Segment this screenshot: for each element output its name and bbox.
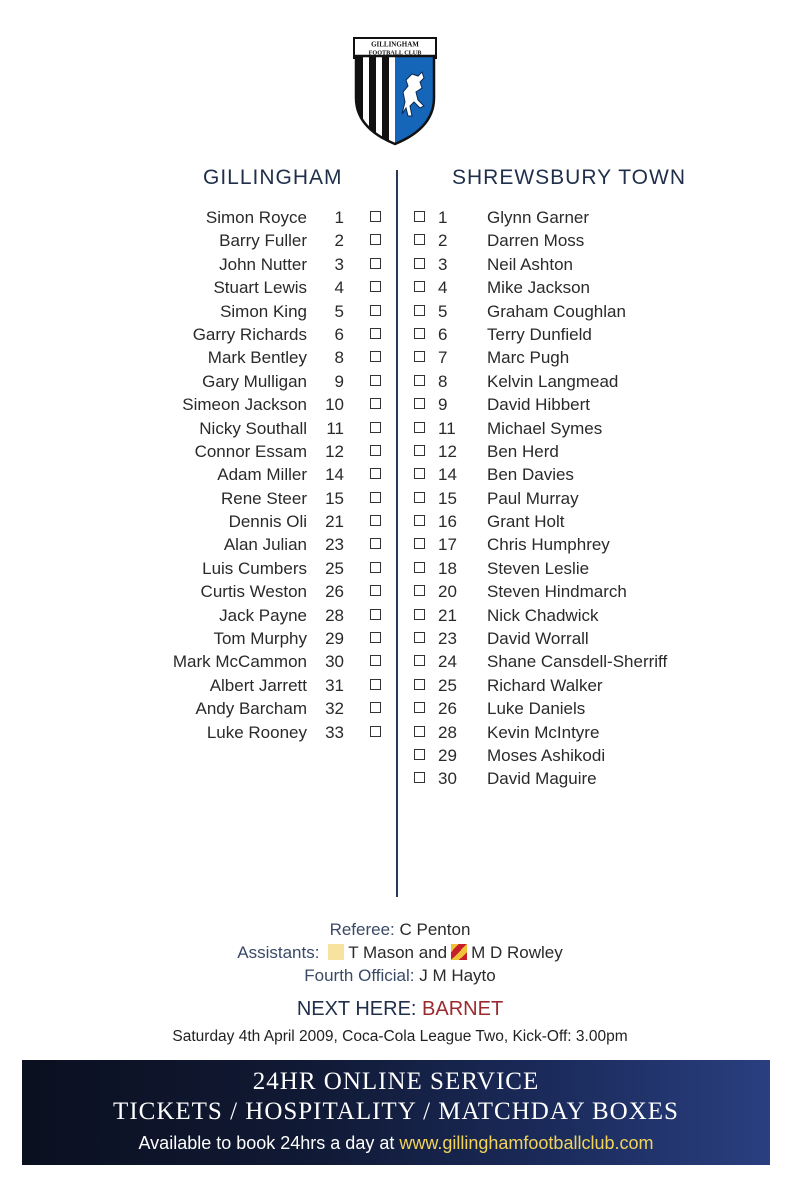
away-player-number: 5: [438, 301, 448, 321]
away-player-name: David Worrall: [487, 629, 589, 649]
away-player-list: [410, 206, 710, 791]
away-player-row: [410, 533, 710, 556]
home-player-number: 8: [334, 348, 344, 368]
away-player-checkbox[interactable]: [414, 281, 425, 292]
home-player-checkbox[interactable]: [370, 632, 381, 643]
referee-label: Referee:: [329, 920, 395, 939]
away-player-name: Steven Hindmarch: [487, 582, 627, 602]
home-player-checkbox[interactable]: [370, 655, 381, 666]
away-player-checkbox[interactable]: [414, 258, 425, 269]
banner-line-2: TICKETS / HOSPITALITY / MATCHDAY BOXES: [113, 1098, 679, 1125]
away-player-name: Michael Symes: [487, 418, 603, 438]
home-player-number: 30: [325, 652, 344, 672]
away-player-name: Chris Humphrey: [487, 535, 610, 555]
home-player-row: [120, 463, 400, 486]
home-player-number: 29: [325, 629, 344, 649]
home-player-name: Adam Miller: [217, 465, 307, 485]
club-website-link[interactable]: www.gillinghamfootballclub.com: [399, 1133, 654, 1153]
home-player-number: 33: [325, 722, 344, 742]
away-player-name: Paul Murray: [487, 488, 579, 508]
home-player-name: Luis Cumbers: [202, 558, 307, 578]
home-player-name: Rene Steer: [221, 488, 307, 508]
away-player-number: 6: [438, 324, 448, 344]
away-player-name: Ben Herd: [487, 441, 559, 461]
away-player-number: 26: [438, 699, 457, 719]
home-player-row: [120, 370, 400, 393]
away-player-name: David Hibbert: [487, 395, 590, 415]
home-player-row: [120, 580, 400, 603]
home-player-row: [120, 417, 400, 440]
home-player-checkbox[interactable]: [370, 515, 381, 526]
home-player-number: 26: [325, 582, 344, 602]
away-player-row: [410, 463, 710, 486]
home-player-number: 31: [325, 675, 344, 695]
home-player-checkbox[interactable]: [370, 726, 381, 737]
away-player-row: [410, 417, 710, 440]
home-player-row: [120, 346, 400, 369]
assistant-1-name: T Mason: [348, 943, 415, 962]
home-player-name: Connor Essam: [194, 441, 307, 461]
away-player-row: [410, 206, 710, 229]
away-player-name: Terry Dunfield: [487, 324, 592, 344]
home-player-row: [120, 300, 400, 323]
home-player-number: 32: [325, 699, 344, 719]
assistants-line: [0, 943, 800, 963]
away-player-number: 8: [438, 371, 448, 391]
fourth-official-label: Fourth Official:: [304, 966, 415, 985]
home-player-row: [120, 721, 400, 744]
red-yellow-flag-icon: [451, 944, 467, 960]
home-player-name: Alan Julian: [223, 535, 307, 555]
away-player-number: 3: [438, 254, 448, 274]
home-player-number: 2: [334, 231, 344, 251]
away-player-number: 21: [438, 605, 457, 625]
home-player-name: Dennis Oli: [228, 512, 307, 532]
away-player-name: Nick Chadwick: [487, 605, 599, 625]
home-player-name: Simon Royce: [205, 208, 307, 227]
home-player-row: [120, 276, 400, 299]
banner-line-3: [22, 1133, 770, 1154]
next-match-opponent: BARNET: [422, 998, 504, 1020]
away-player-name: Kevin McIntyre: [487, 722, 600, 742]
home-player-name: Garry Richards: [192, 324, 307, 344]
away-player-number: 1: [438, 208, 448, 227]
home-player-name: Gary Mulligan: [202, 371, 307, 391]
away-player-number: 12: [438, 441, 457, 461]
home-player-name: Jack Payne: [219, 605, 307, 625]
away-player-row: [410, 650, 710, 673]
home-player-checkbox[interactable]: [370, 702, 381, 713]
home-player-checkbox[interactable]: [370, 398, 381, 409]
away-player-row: [410, 627, 710, 650]
fourth-official-name: J M Hayto: [419, 966, 496, 985]
home-team-title: GILLINGHAM: [203, 166, 343, 189]
banner-line-1: 24HR ONLINE SERVICE: [252, 1068, 540, 1095]
away-player-name: Mike Jackson: [487, 278, 590, 298]
away-player-number: 30: [438, 769, 457, 789]
away-player-checkbox[interactable]: [414, 679, 425, 690]
home-player-name: Mark McCammon: [172, 652, 307, 672]
away-player-row: [410, 276, 710, 299]
home-player-row: [120, 533, 400, 556]
next-match-label: NEXT HERE:: [296, 998, 417, 1020]
away-player-checkbox[interactable]: [414, 655, 425, 666]
home-player-checkbox[interactable]: [370, 375, 381, 386]
away-player-row: [410, 580, 710, 603]
away-player-checkbox[interactable]: [414, 211, 425, 222]
home-player-checkbox[interactable]: [370, 585, 381, 596]
away-player-row: [410, 323, 710, 346]
home-player-name: Tom Murphy: [213, 629, 307, 649]
away-player-number: 17: [438, 535, 457, 555]
away-player-row: [410, 440, 710, 463]
away-player-checkbox[interactable]: [414, 305, 425, 316]
home-player-row: [120, 393, 400, 416]
home-player-number: 14: [325, 465, 344, 485]
away-player-checkbox[interactable]: [414, 468, 425, 479]
next-match-details: Saturday 4th April 2009, Coca-Cola League Two, Kick-Off: 3.00pm: [172, 1028, 628, 1045]
home-player-number: 11: [326, 418, 344, 438]
home-player-checkbox[interactable]: [370, 234, 381, 245]
away-player-number: 24: [438, 652, 457, 672]
home-player-row: [120, 650, 400, 673]
home-player-checkbox[interactable]: [370, 328, 381, 339]
next-match-line: [0, 998, 800, 1021]
home-player-number: 21: [325, 512, 344, 532]
home-player-row: [120, 229, 400, 252]
away-player-number: 7: [438, 348, 448, 368]
away-player-name: Graham Coughlan: [487, 301, 626, 321]
away-player-number: 16: [438, 512, 457, 532]
home-player-number: 10: [325, 395, 344, 415]
away-player-checkbox[interactable]: [414, 585, 425, 596]
home-player-row: [120, 487, 400, 510]
away-team-title: SHREWSBURY TOWN: [452, 166, 686, 189]
assistant-2-name: M D Rowley: [471, 943, 563, 962]
away-player-row: [410, 674, 710, 697]
home-player-number: 23: [325, 535, 344, 555]
away-player-checkbox[interactable]: [414, 422, 425, 433]
referee-line: [0, 920, 800, 940]
away-player-name: Grant Holt: [487, 512, 565, 532]
away-player-checkbox[interactable]: [414, 609, 425, 620]
home-player-row: [120, 206, 400, 229]
home-player-number: 5: [334, 301, 344, 321]
away-player-checkbox[interactable]: [414, 562, 425, 573]
referee-name: C Penton: [399, 920, 471, 939]
away-player-name: Richard Walker: [487, 675, 603, 695]
home-player-name: Barry Fuller: [219, 231, 307, 251]
home-player-name: Simon King: [220, 301, 307, 321]
away-player-name: Luke Daniels: [487, 699, 586, 719]
away-player-number: 28: [438, 722, 457, 742]
away-player-name: David Maguire: [487, 769, 597, 789]
fourth-official-line: [0, 966, 800, 986]
away-player-number: 9: [438, 395, 448, 415]
away-player-name: Shane Cansdell-Sherriff: [487, 652, 668, 672]
home-player-row: [120, 674, 400, 697]
away-player-name: Marc Pugh: [487, 348, 570, 368]
away-player-number: 20: [438, 582, 457, 602]
away-player-row: [410, 510, 710, 533]
away-player-checkbox[interactable]: [414, 632, 425, 643]
away-player-name: Steven Leslie: [487, 558, 590, 578]
home-player-row: [120, 627, 400, 650]
home-player-row: [120, 604, 400, 627]
away-player-row: [410, 370, 710, 393]
away-player-checkbox[interactable]: [414, 772, 425, 783]
away-player-row: [410, 300, 710, 323]
away-player-name: Kelvin Langmead: [487, 371, 619, 391]
away-player-checkbox[interactable]: [414, 515, 425, 526]
away-player-row: [410, 697, 710, 720]
away-player-name: Moses Ashikodi: [487, 745, 606, 765]
away-player-checkbox[interactable]: [414, 492, 425, 503]
away-player-row: [410, 557, 710, 580]
away-player-checkbox[interactable]: [414, 351, 425, 362]
away-player-number: 4: [438, 278, 448, 298]
home-player-number: 28: [325, 605, 344, 625]
home-player-checkbox[interactable]: [370, 492, 381, 503]
away-player-name: Neil Ashton: [487, 254, 573, 274]
yellow-flag-icon: [328, 944, 344, 960]
assistants-label: Assistants:: [237, 943, 320, 962]
away-player-checkbox[interactable]: [414, 749, 425, 760]
away-player-row: [410, 229, 710, 252]
club-crest-logo: [352, 36, 438, 146]
and-text: and: [418, 943, 448, 962]
home-player-checkbox[interactable]: [370, 258, 381, 269]
away-player-row: [410, 393, 710, 416]
home-player-number: 6: [334, 324, 344, 344]
away-player-row: [410, 253, 710, 276]
away-player-number: 15: [438, 488, 457, 508]
away-player-checkbox[interactable]: [414, 328, 425, 339]
away-player-checkbox[interactable]: [414, 702, 425, 713]
away-player-row: [410, 604, 710, 627]
away-player-checkbox[interactable]: [414, 398, 425, 409]
home-player-row: [120, 323, 400, 346]
banner-line-3-text: Available to book 24hrs a day at: [138, 1133, 395, 1153]
away-player-row: [410, 721, 710, 744]
home-player-checkbox[interactable]: [370, 468, 381, 479]
away-player-row: [410, 487, 710, 510]
away-player-checkbox[interactable]: [414, 234, 425, 245]
home-player-name: Albert Jarrett: [209, 675, 307, 695]
crest-text-line2: FOOTBALL CLUB: [368, 49, 422, 57]
home-player-number: 12: [325, 441, 344, 461]
away-player-row: [410, 744, 710, 767]
away-player-name: Glynn Garner: [487, 208, 590, 227]
home-player-name: Luke Rooney: [206, 722, 307, 742]
home-player-checkbox[interactable]: [370, 305, 381, 316]
home-player-row: [120, 697, 400, 720]
home-player-name: Andy Barcham: [195, 699, 307, 719]
home-player-row: [120, 253, 400, 276]
online-service-banner: [22, 1060, 770, 1165]
home-player-checkbox[interactable]: [370, 538, 381, 549]
away-player-checkbox[interactable]: [414, 445, 425, 456]
away-player-name: Darren Moss: [487, 231, 585, 251]
home-player-name: Simeon Jackson: [182, 395, 307, 415]
home-player-number: 15: [325, 488, 344, 508]
home-player-checkbox[interactable]: [370, 562, 381, 573]
away-player-number: 14: [438, 465, 457, 485]
home-player-checkbox[interactable]: [370, 351, 381, 362]
crest-text-line1: GILLINGHAM: [371, 40, 419, 49]
away-player-number: 18: [438, 558, 457, 578]
away-player-row: [410, 346, 710, 369]
away-player-number: 25: [438, 675, 457, 695]
home-player-checkbox[interactable]: [370, 422, 381, 433]
home-player-checkbox[interactable]: [370, 609, 381, 620]
away-player-number: 11: [438, 418, 456, 438]
home-player-checkbox[interactable]: [370, 445, 381, 456]
home-player-checkbox[interactable]: [370, 211, 381, 222]
home-player-number: 1: [334, 208, 344, 227]
home-player-checkbox[interactable]: [370, 679, 381, 690]
home-player-row: [120, 440, 400, 463]
home-player-number: 25: [325, 558, 344, 578]
away-player-checkbox[interactable]: [414, 375, 425, 386]
home-player-name: Stuart Lewis: [213, 278, 307, 298]
away-player-name: Ben Davies: [487, 465, 574, 485]
home-player-list: [120, 206, 400, 744]
home-player-checkbox[interactable]: [370, 281, 381, 292]
home-player-name: John Nutter: [219, 254, 307, 274]
home-player-number: 3: [334, 254, 344, 274]
home-player-row: [120, 557, 400, 580]
home-player-row: [120, 510, 400, 533]
home-player-name: Mark Bentley: [207, 348, 307, 368]
away-player-row: [410, 767, 710, 790]
away-player-checkbox[interactable]: [414, 538, 425, 549]
home-player-number: 4: [334, 278, 344, 298]
away-player-number: 29: [438, 745, 457, 765]
away-player-number: 2: [438, 231, 448, 251]
away-player-number: 23: [438, 629, 457, 649]
home-player-name: Curtis Weston: [200, 582, 307, 602]
home-player-number: 9: [334, 371, 344, 391]
home-player-name: Nicky Southall: [199, 418, 307, 438]
away-player-checkbox[interactable]: [414, 726, 425, 737]
